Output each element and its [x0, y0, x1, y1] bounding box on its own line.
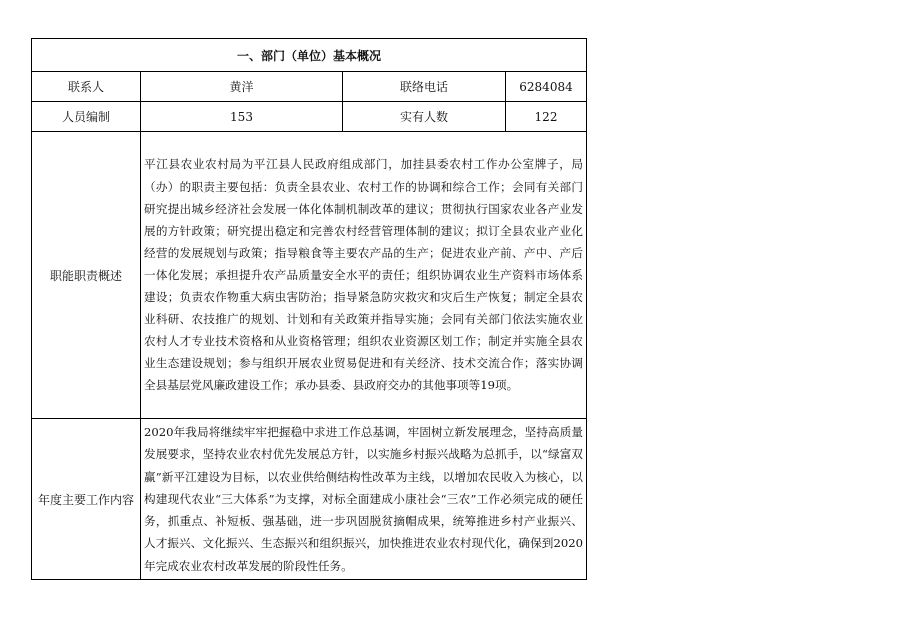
duties-text: 平江县农业农村局为平江县人民政府组成部门，加挂县委农村工作办公室牌子，局（办）的职责主要包括：负责全县农业、农村工作的协调和综合工作；会同有关部门研究提出城乡经济社会发展一体化体制机制改革的建议；贯彻执行国家农业各产业发展的方针政策；研究提出稳定和完善农村经营管理体制的建议；拟订全县农业产业化经营的发展规划与政策；指导粮食等主要农产品的生产；促进农业产前、产中、产后一体化发展；承担提升农产品质量安全水平的责任；组织协调农业生产资料市场体系建设；负责农作物重大病虫害防治；指导紧急防灾救灾和灾后生产恢复；制定全县农业科研、农技推广的规划、计划和有关政策并指导实施；会同有关部门依法实施农业农村人才专业技术资格和从业资格管理；组织农业资源区划工作；制定并实施全县农业生态建设规划；参与组织开展农业贸易促进和有关经济、技术交流合作；落实协调全县基层党风廉政建设工作；承办县委、县政府交办的其他事项等19项。 [144, 157, 584, 393]
overview-table [31, 38, 587, 580]
title-row [32, 39, 587, 72]
actual-value: 122 [506, 102, 587, 132]
staffing-label: 人员编制 [32, 102, 141, 132]
table-title: 一、部门（单位）基本概况 [32, 39, 587, 72]
phone-label: 联络电话 [343, 72, 506, 102]
annual-work-text: 2020年我局将继续牢牢把握稳中求进工作总基调，牢固树立新发展理念，坚持高质量发展要求，坚持农业农村优先发展总方针，以实施乡村振兴战略为总抓手，以“绿富双赢”新平江建设为目标，以农业供给侧结构性改革为主线，以增加农民收入为核心，以构建现代农业“三大体系”为支撑，对标全面建成小康社会“三农”工作必须完成的硬任务，抓重点、补短板、强基础，进一步巩固脱贫摘帽成果，统筹推进乡村产业振兴、人才振兴、文化振兴、生态振兴和组织振兴，加快推进农业农村现代化，确保到2020年完成农业农村改革发展的阶段性任务。 [144, 425, 584, 573]
phone-value: 6284084 [506, 72, 587, 102]
annual-work-label: 年度主要工作内容 [32, 419, 141, 580]
duties-cell [141, 132, 587, 419]
actual-label: 实有人数 [343, 102, 506, 132]
staffing-quota: 153 [141, 102, 343, 132]
contact-row [32, 72, 587, 102]
staffing-row [32, 102, 587, 132]
annual-work-cell [141, 419, 587, 580]
contact-label: 联系人 [32, 72, 141, 102]
duties-row [32, 132, 587, 419]
contact-name: 黄洋 [141, 72, 343, 102]
annual-work-row [32, 419, 587, 580]
duties-label: 职能职责概述 [32, 132, 141, 419]
